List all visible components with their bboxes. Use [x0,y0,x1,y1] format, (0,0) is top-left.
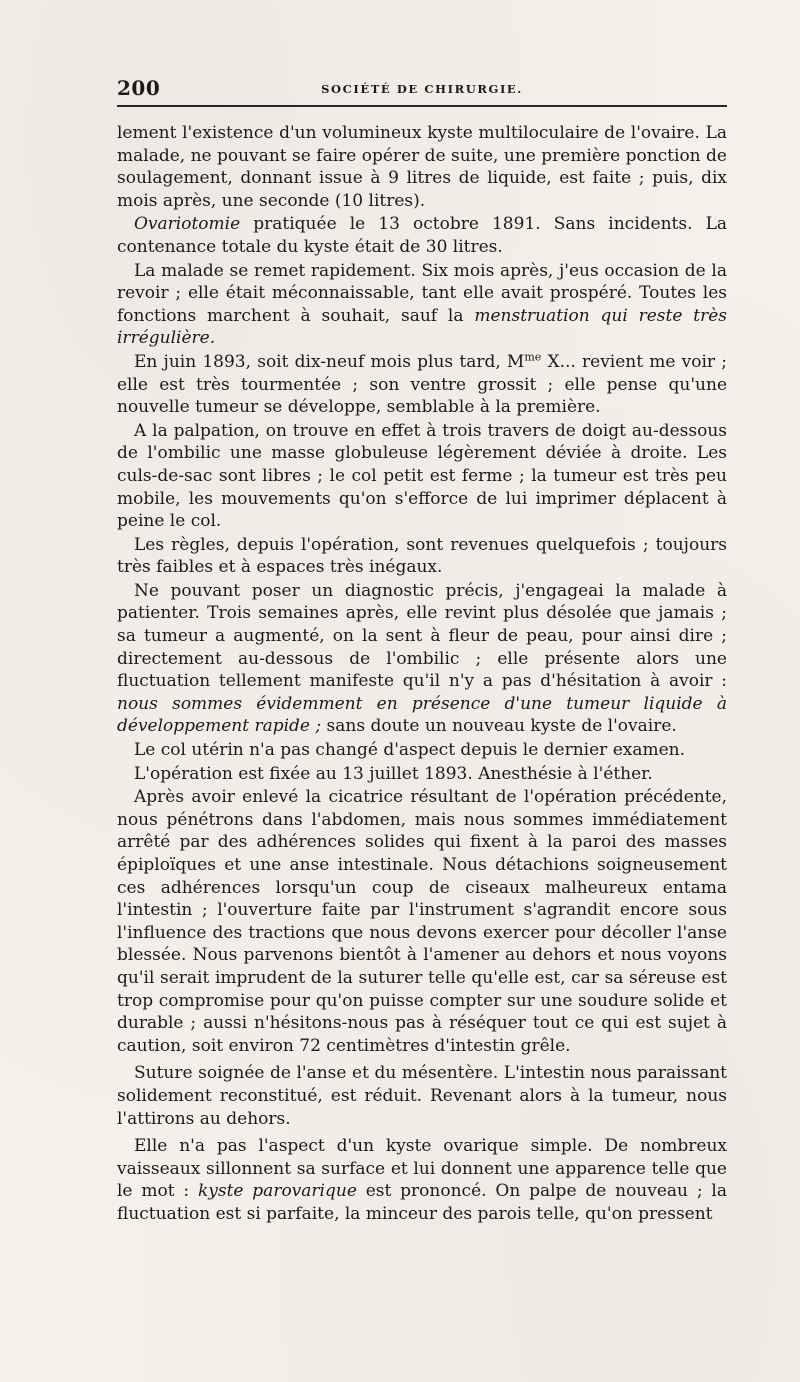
paragraph-11: Suture soignée de l'anse et du mésentère. L'intestin nous paraissant solidement reconstitué, est réduit. Revenant alors à la tumeur, nous l'attirons au dehors. [117,1063,727,1129]
page-number: 200 [117,76,161,100]
paragraph-4: En juin 1893, soit dix-neuf mois plus tard, $M^{me}$ X... revient me voir ; elle est très tourmentée ; son ventre grossit ; elle pense qu'une nouvelle tumeur se développe, semblable à la première. [117,350,727,418]
paragraph-8: Le col utérin n'a pas changé d'aspect depuis le dernier examen. [134,740,686,761]
paragraph-7: Ne pouvant poser un diagnostic précis, j'engageai la malade à patienter. Trois semaines après, elle revint plus désolée que jamais ; sa tumeur a augmenté, on la sent à fleur de peau, pour ainsi dire ; directement au-dessous de l'ombilic ; elle présente alors une fluctuation tellement manifeste qu'il n'y a pas d'hésitation à avoir : nous sommes évidemment en présence d'une tumeur liquide à développement rapide ; sans doute un nouveau kyste de l'ovaire. [117,580,727,737]
body-text [117,122,727,1227]
paragraph-5: A la palpation, on trouve en effet à trois travers de doigt au-dessous de l'ombilic une masse globuleuse légèrement déviée à droite. Les culs-de-sac sont libres ; le col petit est ferme ; la tumeur est très peu mobile, les mouvements qu'on s'efforce de lui imprimer déplacent à peine le col. [117,420,727,532]
paragraph-3: La malade se remet rapidement. Six mois après, j'eus occasion de la revoir ; elle était méconnaissable, tant elle avait prospéré. Toutes les fonctions marchent à souhait, sauf la menstruation qui reste très irrégulière. [117,260,728,349]
running-title: SOCIÉTÉ DE CHIRURGIE. [321,82,523,96]
paragraph-1: lement l'existence d'un volumineux kyste multiloculaire de l'ovaire. La malade, ne pouvant se faire opérer de suite, une première ponction de soulagement, donnant issue à 9 litres de liquide, est faite ; puis, dix mois après, une seconde (10 litres). [117,123,727,211]
paragraph-10: Après avoir enlevé la cicatrice résultant de l'opération précédente, nous pénétrons dans l'abdomen, mais nous sommes immédiatement arrêté par des adhérences solides qui fixent à la paroi des masses épiploïques et une anse intestinale. Nous détachions soigneusement ces adhérences lorsqu'un coup de ciseaux malheureux entama l'intestin ; l'ouverture faite par l'instrument s'agrandit encore sous l'influence des tractions que nous devons exercer pour décoller l'anse blessée. Nous parvenons bientôt à l'amener au dehors et nous voyons qu'il serait imprudent de la suturer telle qu'elle est, car sa séreuse est trop compromise pour qu'on puisse compter sur une soudure solide et durable ; aussi n'hésitons-nous pas à réséquer tout ce qui est sujet à caution, soit environ 72 centimètres d'intestin grêle. [117,787,727,1056]
paragraph-9: L'opération est fixée au 13 juillet 1893. Anesthésie à l'éther. [134,763,653,784]
header-rule [117,105,727,107]
paragraph-2: Ovariotomie pratiquée le 13 octobre 1891. Sans incidents. La contenance totale du kyste était de 30 litres. [117,214,727,257]
paragraph-6: Les règles, depuis l'opération, sont revenues quelquefois ; toujours très faibles et à espaces très inégaux. [117,534,727,578]
paragraph-12: Elle n'a pas l'aspect d'un kyste ovarique simple. De nombreux vaisseaux sillonnent sa surface et lui donnent une apparence telle que le mot : kyste parovarique est prononcé. On palpe de nouveau ; la fluctuation est si parfaite, la minceur des parois telle, qu'on pressent [117,1136,727,1224]
page-header [117,72,727,102]
